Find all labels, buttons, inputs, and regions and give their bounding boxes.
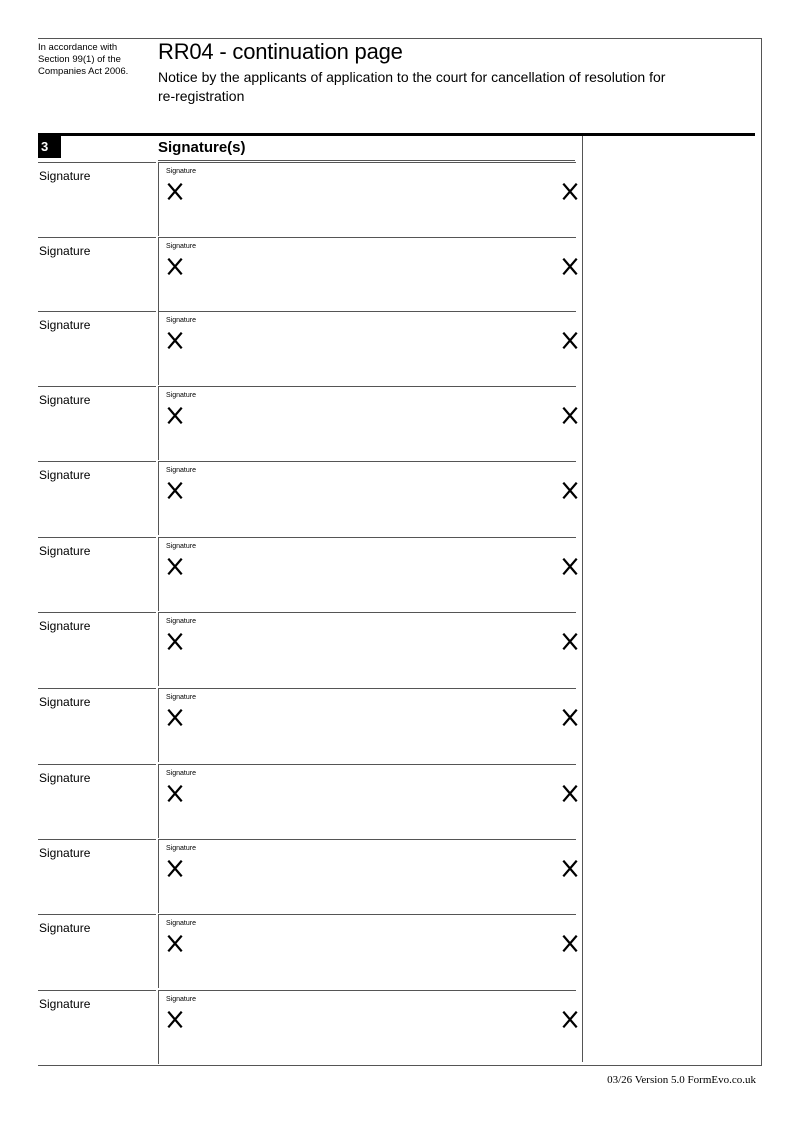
sign-here-x-icon <box>167 935 183 952</box>
signature-label: Signature <box>39 318 91 332</box>
signature-label-rule <box>38 537 156 538</box>
signature-row <box>38 914 578 989</box>
signature-label-rule <box>38 311 156 312</box>
sign-here-x-icon <box>167 558 183 575</box>
sign-here-x-icon <box>167 785 183 802</box>
footer-version: 03/26 Version 5.0 FormEvo.co.uk <box>607 1074 756 1086</box>
signature-field[interactable] <box>158 764 576 838</box>
signature-label-rule <box>38 237 156 238</box>
signature-field[interactable] <box>158 612 576 686</box>
section-title-underline <box>158 160 575 161</box>
signature-label-rule <box>38 688 156 689</box>
signature-field[interactable] <box>158 162 576 236</box>
signature-field[interactable] <box>158 237 576 311</box>
signature-field-label: Signature <box>166 317 196 324</box>
signature-row <box>38 990 578 1065</box>
sign-here-x-icon <box>562 935 578 952</box>
signature-field-label: Signature <box>166 543 196 550</box>
sign-here-x-icon <box>562 633 578 650</box>
signature-row <box>38 461 578 536</box>
signature-field-label: Signature <box>166 694 196 701</box>
sign-here-x-icon <box>562 558 578 575</box>
signature-field[interactable] <box>158 990 576 1064</box>
signature-label-rule <box>38 612 156 613</box>
signature-label: Signature <box>39 169 91 183</box>
sign-here-x-icon <box>562 785 578 802</box>
sign-here-x-icon <box>562 1011 578 1028</box>
page-bottom-border <box>38 1065 762 1066</box>
signature-field[interactable] <box>158 537 576 611</box>
sign-here-x-icon <box>562 183 578 200</box>
signature-label: Signature <box>39 997 91 1011</box>
signature-label: Signature <box>39 244 91 258</box>
signature-field-label: Signature <box>166 996 196 1003</box>
signature-label: Signature <box>39 921 91 935</box>
signature-row <box>38 537 578 612</box>
sign-here-x-icon <box>562 258 578 275</box>
sign-here-x-icon <box>562 407 578 424</box>
signature-field-label: Signature <box>166 392 196 399</box>
signature-field[interactable] <box>158 839 576 913</box>
sign-here-x-icon <box>562 332 578 349</box>
sign-here-x-icon <box>167 407 183 424</box>
section-rule <box>38 133 755 136</box>
signature-row <box>38 612 578 687</box>
sign-here-x-icon <box>562 482 578 499</box>
form-title: RR04 - continuation page <box>158 39 403 64</box>
signature-field-label: Signature <box>166 770 196 777</box>
signature-field-label: Signature <box>166 243 196 250</box>
signature-row <box>38 162 578 237</box>
signature-label: Signature <box>39 544 91 558</box>
signature-row <box>38 839 578 914</box>
signature-field[interactable] <box>158 386 576 460</box>
sign-here-x-icon <box>562 709 578 726</box>
signature-field[interactable] <box>158 914 576 988</box>
page-right-border <box>761 38 762 1066</box>
signature-field[interactable] <box>158 688 576 762</box>
sign-here-x-icon <box>167 482 183 499</box>
sign-here-x-icon <box>167 258 183 275</box>
signature-row <box>38 311 578 386</box>
signature-label-rule <box>38 990 156 991</box>
signature-label-rule <box>38 461 156 462</box>
sign-here-x-icon <box>562 860 578 877</box>
signature-field-label: Signature <box>166 467 196 474</box>
signature-label: Signature <box>39 468 91 482</box>
signature-row <box>38 386 578 461</box>
signature-label: Signature <box>39 695 91 709</box>
signature-label-rule <box>38 386 156 387</box>
section-title: Signature(s) <box>158 139 246 156</box>
signature-label: Signature <box>39 771 91 785</box>
sign-here-x-icon <box>167 332 183 349</box>
signature-label: Signature <box>39 619 91 633</box>
legal-note: In accordance with Section 99(1) of the Companies Act 2006. <box>38 42 129 77</box>
section-number: 3 <box>38 136 61 158</box>
signature-field-label: Signature <box>166 168 196 175</box>
signature-label-rule <box>38 839 156 840</box>
signature-row <box>38 764 578 839</box>
signature-label-rule <box>38 162 156 163</box>
sign-here-x-icon <box>167 860 183 877</box>
signature-field-label: Signature <box>166 920 196 927</box>
sign-here-x-icon <box>167 183 183 200</box>
signature-label: Signature <box>39 846 91 860</box>
signature-field-label: Signature <box>166 618 196 625</box>
sign-here-x-icon <box>167 633 183 650</box>
signature-row <box>38 237 578 312</box>
sign-here-x-icon <box>167 709 183 726</box>
signature-label: Signature <box>39 393 91 407</box>
signature-field[interactable] <box>158 311 576 385</box>
form-subtitle: Notice by the applicants of application to the court for cancellation of resolution for re-registration <box>158 69 666 104</box>
signature-label-rule <box>38 764 156 765</box>
signature-field-label: Signature <box>166 845 196 852</box>
signature-label-rule <box>38 914 156 915</box>
sign-here-x-icon <box>167 1011 183 1028</box>
guidance-column-divider <box>582 136 583 1062</box>
signature-row <box>38 688 578 763</box>
signature-field[interactable] <box>158 461 576 535</box>
